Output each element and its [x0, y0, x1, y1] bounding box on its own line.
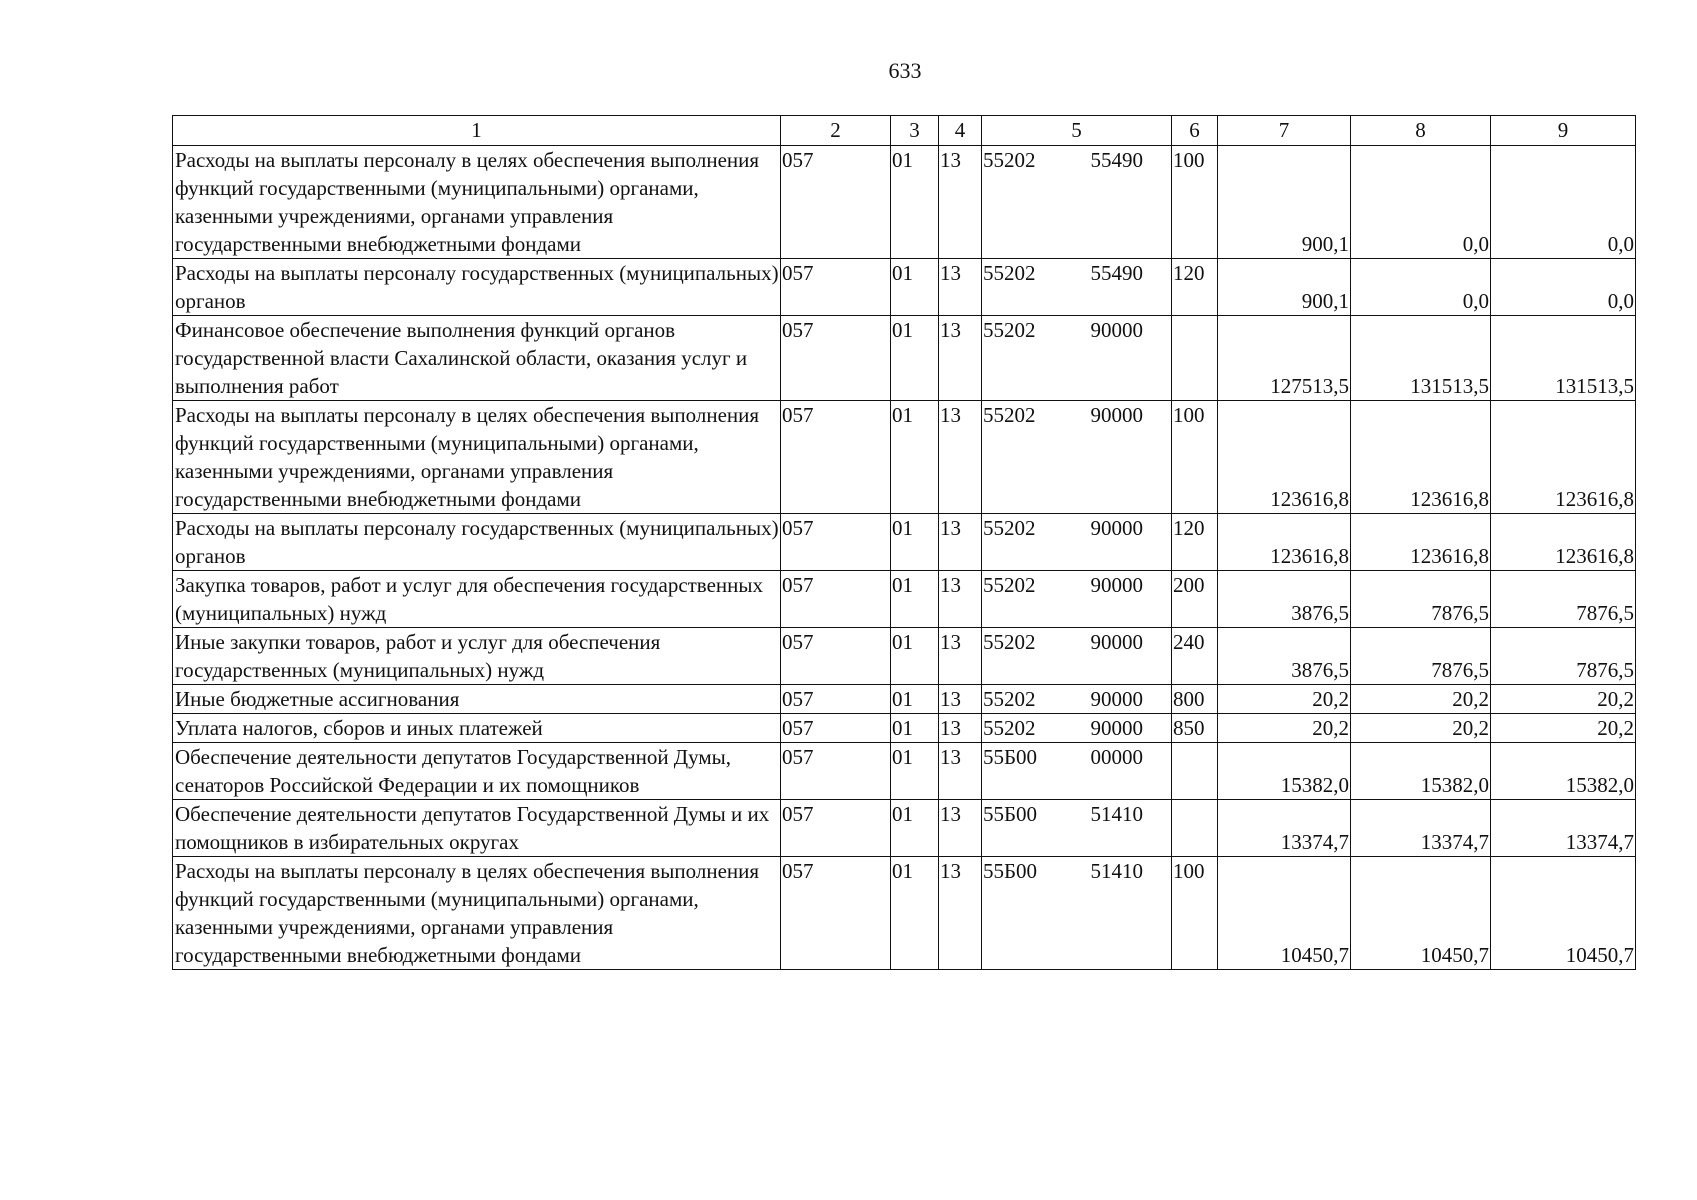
expense-type-code: 120	[1172, 259, 1218, 316]
subsection-code: 13	[939, 714, 982, 743]
amount-col-8: 13374,7	[1351, 800, 1491, 857]
amount-col-7: 10450,7	[1218, 857, 1351, 970]
target-article-code	[982, 857, 1172, 970]
amount-col-9: 7876,5	[1491, 628, 1636, 685]
amount-col-9: 123616,8	[1491, 401, 1636, 514]
program-code: 55202	[983, 687, 1036, 711]
admin-code: 057	[781, 514, 891, 571]
program-code: 55202	[983, 516, 1036, 540]
section-code: 01	[891, 857, 939, 970]
admin-code: 057	[781, 857, 891, 970]
admin-code: 057	[781, 316, 891, 401]
amount-col-8: 15382,0	[1351, 743, 1491, 800]
target-article-code	[982, 714, 1172, 743]
section-code: 01	[891, 316, 939, 401]
amount-col-8: 7876,5	[1351, 628, 1491, 685]
amount-col-9: 10450,7	[1491, 857, 1636, 970]
direction-code: 90000	[1090, 403, 1143, 427]
section-code: 01	[891, 685, 939, 714]
amount-col-8: 123616,8	[1351, 401, 1491, 514]
target-article-code	[982, 146, 1172, 259]
table-row	[173, 685, 1636, 714]
amount-col-8: 123616,8	[1351, 514, 1491, 571]
column-header: 4	[939, 116, 982, 146]
admin-code: 057	[781, 628, 891, 685]
table-row	[173, 401, 1636, 514]
amount-col-7: 20,2	[1218, 685, 1351, 714]
subsection-code: 13	[939, 743, 982, 800]
row-description: Обеспечение деятельности депутатов Государственной Думы и их помощников в избирательных округах	[173, 800, 781, 857]
admin-code: 057	[781, 571, 891, 628]
program-code: 55202	[983, 630, 1036, 654]
table-row	[173, 714, 1636, 743]
column-header: 5	[982, 116, 1172, 146]
program-code: 55202	[983, 573, 1036, 597]
amount-col-9: 123616,8	[1491, 514, 1636, 571]
table-row	[173, 628, 1636, 685]
section-code: 01	[891, 259, 939, 316]
admin-code: 057	[781, 146, 891, 259]
target-article-code	[982, 514, 1172, 571]
direction-code: 90000	[1090, 687, 1143, 711]
subsection-code: 13	[939, 259, 982, 316]
row-description: Расходы на выплаты персоналу государственных (муниципальных) органов	[173, 514, 781, 571]
direction-code: 55490	[1090, 261, 1143, 285]
section-code: 01	[891, 401, 939, 514]
program-code: 55202	[983, 716, 1036, 740]
section-code: 01	[891, 628, 939, 685]
row-description: Расходы на выплаты персоналу в целях обеспечения выполнения функций государственными (муниципальными) органами, казенными учреждениями, органами управления государственными внебюджетными фондами	[173, 401, 781, 514]
expense-type-code: 100	[1172, 401, 1218, 514]
target-article-code	[982, 685, 1172, 714]
direction-code: 90000	[1090, 716, 1143, 740]
page-number: 633	[888, 58, 922, 83]
admin-code: 057	[781, 800, 891, 857]
expense-type-code: 120	[1172, 514, 1218, 571]
amount-col-7: 20,2	[1218, 714, 1351, 743]
amount-col-8: 131513,5	[1351, 316, 1491, 401]
target-article-code	[982, 571, 1172, 628]
section-code: 01	[891, 743, 939, 800]
target-article-code	[982, 743, 1172, 800]
target-article-code	[982, 800, 1172, 857]
subsection-code: 13	[939, 800, 982, 857]
column-header: 8	[1351, 116, 1491, 146]
header-row	[173, 116, 1636, 146]
direction-code: 90000	[1090, 630, 1143, 654]
column-header: 9	[1491, 116, 1636, 146]
direction-code: 51410	[1090, 802, 1143, 826]
column-header: 1	[173, 116, 781, 146]
admin-code: 057	[781, 685, 891, 714]
amount-col-8: 10450,7	[1351, 857, 1491, 970]
amount-col-7: 15382,0	[1218, 743, 1351, 800]
table-row	[173, 146, 1636, 259]
amount-col-7: 123616,8	[1218, 514, 1351, 571]
row-description: Иные бюджетные ассигнования	[173, 685, 781, 714]
amount-col-8: 20,2	[1351, 714, 1491, 743]
direction-code: 55490	[1090, 148, 1143, 172]
section-code: 01	[891, 571, 939, 628]
section-code: 01	[891, 714, 939, 743]
row-description: Закупка товаров, работ и услуг для обеспечения государственных (муниципальных) нужд	[173, 571, 781, 628]
table-row	[173, 316, 1636, 401]
expense-type-code: 850	[1172, 714, 1218, 743]
section-code: 01	[891, 800, 939, 857]
target-article-code	[982, 401, 1172, 514]
amount-col-9: 20,2	[1491, 714, 1636, 743]
admin-code: 057	[781, 259, 891, 316]
target-article-code	[982, 259, 1172, 316]
subsection-code: 13	[939, 571, 982, 628]
row-description: Уплата налогов, сборов и иных платежей	[173, 714, 781, 743]
subsection-code: 13	[939, 857, 982, 970]
row-description: Расходы на выплаты персоналу в целях обеспечения выполнения функций государственными (муниципальными) органами, казенными учреждениями, органами управления государственными внебюджетными фондами	[173, 146, 781, 259]
amount-col-8: 0,0	[1351, 259, 1491, 316]
expense-type-code: 800	[1172, 685, 1218, 714]
column-header: 2	[781, 116, 891, 146]
amount-col-9: 0,0	[1491, 146, 1636, 259]
table-row	[173, 743, 1636, 800]
direction-code: 51410	[1090, 859, 1143, 883]
table-row	[173, 571, 1636, 628]
program-code: 55202	[983, 403, 1036, 427]
section-code: 01	[891, 146, 939, 259]
column-header: 6	[1172, 116, 1218, 146]
amount-col-9: 131513,5	[1491, 316, 1636, 401]
expense-type-code: 200	[1172, 571, 1218, 628]
row-description: Обеспечение деятельности депутатов Государственной Думы, сенаторов Российской Федерации и их помощников	[173, 743, 781, 800]
target-article-code	[982, 316, 1172, 401]
section-code: 01	[891, 514, 939, 571]
subsection-code: 13	[939, 401, 982, 514]
program-code: 55Б00	[983, 745, 1038, 769]
budget-table	[172, 115, 1636, 970]
admin-code: 057	[781, 714, 891, 743]
amount-col-9: 20,2	[1491, 685, 1636, 714]
expense-type-code	[1172, 800, 1218, 857]
amount-col-7: 123616,8	[1218, 401, 1351, 514]
table-row	[173, 259, 1636, 316]
program-code: 55202	[983, 261, 1036, 285]
amount-col-7: 3876,5	[1218, 571, 1351, 628]
expense-type-code: 100	[1172, 857, 1218, 970]
admin-code: 057	[781, 401, 891, 514]
program-code: 55202	[983, 318, 1036, 342]
amount-col-7: 13374,7	[1218, 800, 1351, 857]
direction-code: 90000	[1090, 516, 1143, 540]
program-code: 55202	[983, 148, 1036, 172]
row-description: Расходы на выплаты персоналу в целях обеспечения выполнения функций государственными (муниципальными) органами, казенными учреждениями, органами управления государственными внебюджетными фондами	[173, 857, 781, 970]
expense-type-code	[1172, 316, 1218, 401]
amount-col-7: 900,1	[1218, 146, 1351, 259]
row-description: Иные закупки товаров, работ и услуг для обеспечения государственных (муниципальных) нужд	[173, 628, 781, 685]
subsection-code: 13	[939, 316, 982, 401]
direction-code: 90000	[1090, 318, 1143, 342]
amount-col-9: 13374,7	[1491, 800, 1636, 857]
expense-type-code	[1172, 743, 1218, 800]
amount-col-7: 127513,5	[1218, 316, 1351, 401]
column-header: 3	[891, 116, 939, 146]
row-description: Расходы на выплаты персоналу государственных (муниципальных) органов	[173, 259, 781, 316]
subsection-code: 13	[939, 685, 982, 714]
row-description: Финансовое обеспечение выполнения функций органов государственной власти Сахалинской области, оказания услуг и выполнения работ	[173, 316, 781, 401]
program-code: 55Б00	[983, 802, 1038, 826]
amount-col-9: 15382,0	[1491, 743, 1636, 800]
amount-col-7: 3876,5	[1218, 628, 1351, 685]
subsection-code: 13	[939, 146, 982, 259]
program-code: 55Б00	[983, 859, 1038, 883]
admin-code: 057	[781, 743, 891, 800]
target-article-code	[982, 628, 1172, 685]
table-row	[173, 857, 1636, 970]
amount-col-7: 900,1	[1218, 259, 1351, 316]
direction-code: 00000	[1090, 745, 1143, 769]
table-row	[173, 800, 1636, 857]
amount-col-8: 0,0	[1351, 146, 1491, 259]
amount-col-9: 7876,5	[1491, 571, 1636, 628]
expense-type-code: 240	[1172, 628, 1218, 685]
amount-col-9: 0,0	[1491, 259, 1636, 316]
expense-type-code: 100	[1172, 146, 1218, 259]
direction-code: 90000	[1090, 573, 1143, 597]
column-header: 7	[1218, 116, 1351, 146]
subsection-code: 13	[939, 628, 982, 685]
amount-col-8: 7876,5	[1351, 571, 1491, 628]
table-row	[173, 514, 1636, 571]
amount-col-8: 20,2	[1351, 685, 1491, 714]
subsection-code: 13	[939, 514, 982, 571]
